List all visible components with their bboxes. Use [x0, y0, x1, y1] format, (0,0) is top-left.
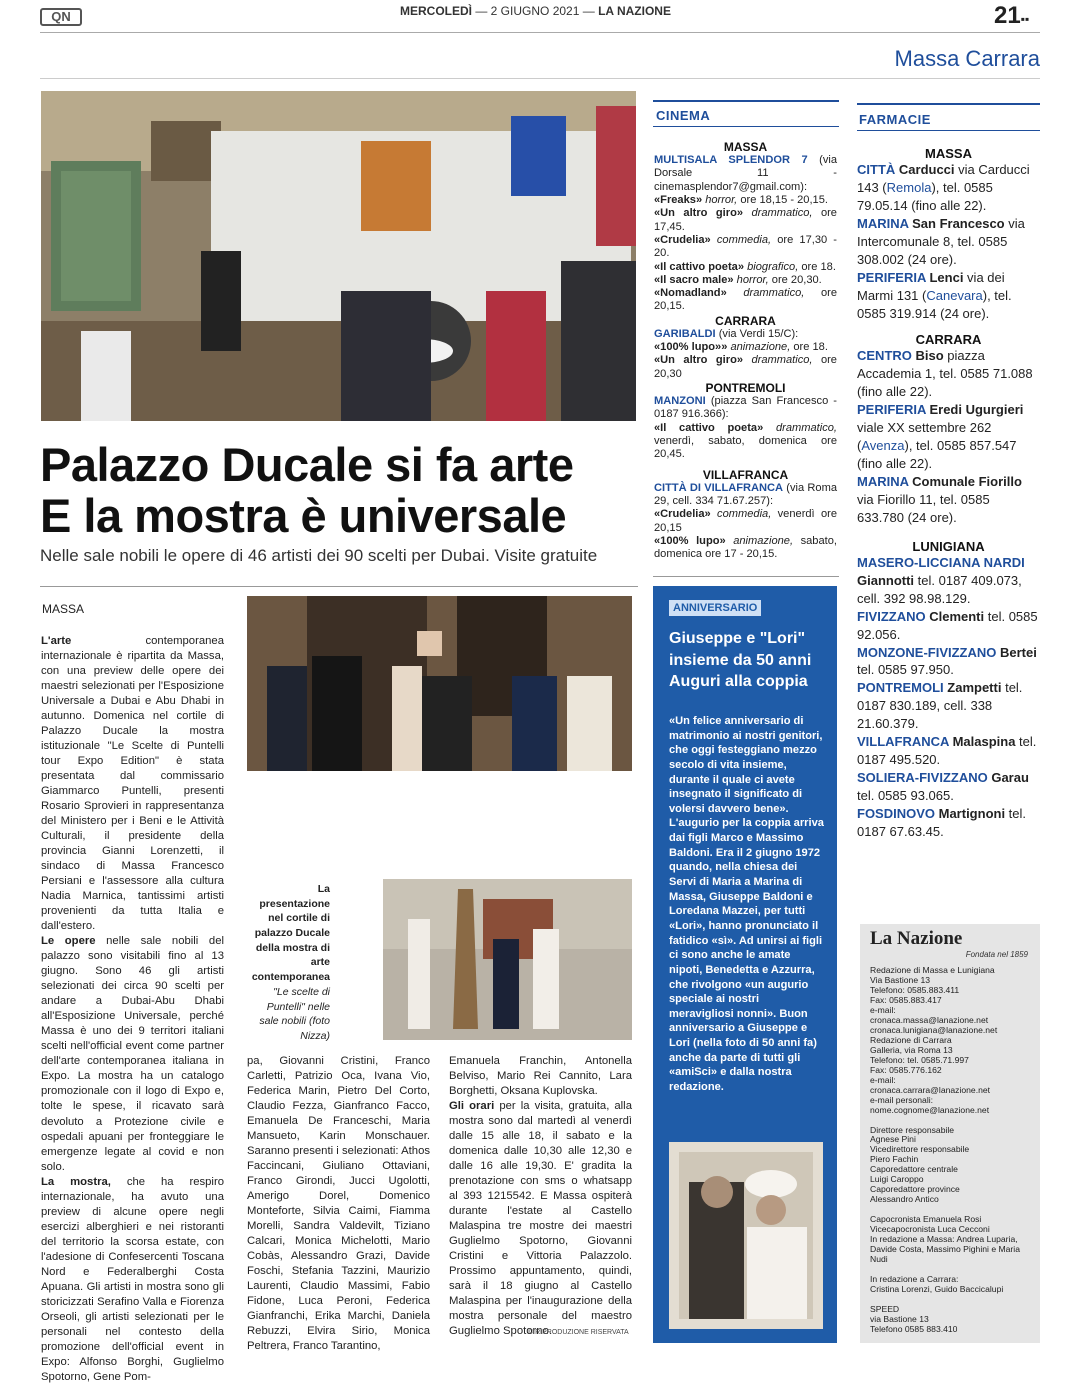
sculpture-photo: [383, 879, 632, 1040]
pharmacy-item: [857, 644, 1040, 680]
pharmacy-item: [857, 401, 1040, 473]
pharmacy-name: Zampetti: [943, 680, 1002, 696]
wedding-photo-art: [669, 1142, 823, 1329]
pharmacy-address: via Intercomunale 8, tel. 0585 308.002 (24 ore).: [857, 215, 1025, 267]
group-photo: [247, 596, 632, 771]
pharmacy-name: Comunale Fiorillo: [908, 474, 1022, 489]
city-massa: MASSA: [723, 140, 768, 154]
pharmacy-item: [857, 215, 1040, 269]
pharmacy-name: Lenci: [925, 269, 964, 285]
pharmacy-address: tel. 0187 495.520.: [857, 734, 1037, 768]
pharmacy-locality: Remola: [886, 179, 932, 195]
film-item: [654, 535, 837, 562]
pharmacy-area: CITTÀ: [857, 162, 896, 177]
city-villafranca: VILLAFRANCA: [702, 467, 789, 482]
exhibition-photo-art: [41, 91, 636, 421]
pharmacy-item: [857, 473, 1040, 527]
film-times: ore 18.: [798, 260, 836, 273]
masthead-founded: Fondata nel 1859: [965, 950, 1028, 959]
article-divider: [40, 586, 638, 587]
pharmacy-item: [857, 269, 1040, 323]
weekday: MERCOLEDÌ: [400, 4, 472, 18]
film-genre: drammatico,: [726, 287, 805, 300]
pharmacy-address: via Fiorillo 11, tel. 0585 633.780 (24 ore).: [857, 491, 990, 525]
film-times: venerdì, sabato, domenica ore 20,45.: [654, 434, 837, 461]
film-title: «Crudelia»: [654, 508, 711, 521]
pharmacy-address: tel. 0585 93.065.: [857, 788, 954, 803]
venue: MULTISALA SPLENDOR 7 (via Dorsale 11 - cinemasplendor7@gmail.com):: [654, 154, 837, 193]
headline-line-2: E la mostra è universale: [40, 488, 567, 542]
venue: GARIBALDI (via Verdi 15/C):: [654, 327, 799, 340]
pharmacy-item: [857, 733, 1040, 769]
film-item: [654, 274, 837, 287]
pharmacy-name: Garau: [987, 770, 1029, 786]
cinema-listings: [654, 140, 837, 561]
pharmacy-item: [857, 347, 1040, 401]
film-title: «Freaks»: [654, 193, 703, 206]
pharmacy-address: piazza Accademia 1, tel. 0585 71.088 (fino alle 22).: [857, 348, 1033, 400]
film-times: venerdì ore 20,15: [654, 508, 837, 534]
film-times: ore 20,30: [654, 354, 837, 380]
film-times: ore 20,30.: [768, 273, 822, 286]
pharmacy-item: [857, 769, 1040, 805]
pharmacy-list: [857, 161, 1040, 322]
cinema-title: CINEMA: [656, 108, 711, 123]
film-times: sabato, domenica ore 17 - 20,15.: [654, 534, 837, 561]
sculpture-photo-art: [383, 879, 632, 1040]
pharmacy-locality: Canevara: [926, 287, 983, 303]
pharmacy-list: [857, 554, 1040, 841]
pharmacy-name: Eredi Ugurgieri: [925, 402, 1024, 418]
pharmacy-area: MASERO-LICCIANA NARDI: [857, 554, 1025, 570]
film-item: [654, 341, 837, 354]
film-item: [654, 422, 837, 462]
pharmacy-item: [857, 161, 1040, 215]
film-list: [654, 194, 837, 314]
pharmacy-name: Biso: [911, 348, 944, 364]
headline-line-1: Palazzo Ducale si fa arte: [40, 438, 574, 491]
city-lunigiana: LUNIGIANA: [912, 538, 985, 554]
film-list: [654, 341, 837, 381]
film-genre: commedia,: [710, 233, 772, 246]
film-genre: commedia,: [710, 508, 772, 521]
headline: [40, 440, 640, 542]
pharmacy-area: VILLAFRANCA: [857, 734, 949, 750]
film-genre: horror,: [702, 193, 738, 206]
film-genre: animazione,: [725, 534, 794, 547]
pharmacy-address: via dei Marmi 131 (: [857, 269, 1005, 303]
film-item: [654, 194, 837, 207]
section-title: Massa Carrara: [894, 46, 1040, 71]
pharmacy-area: PERIFERIA: [857, 269, 926, 285]
pharmacy-name: Martignoni: [935, 805, 1006, 821]
pharmacy-area: PERIFERIA: [857, 402, 926, 418]
film-genre: horror,: [733, 273, 769, 286]
paper-name: LA NAZIONE: [598, 4, 671, 18]
film-title: «Crudelia»: [654, 233, 711, 246]
issue-date: [400, 4, 671, 18]
film-genre: drammatico,: [763, 421, 837, 434]
pharmacy-name: Clementi: [925, 608, 985, 624]
film-times: ore 18.: [790, 341, 828, 354]
date: — 2 GIUGNO 2021 —: [475, 4, 595, 18]
paragraph: Le opere nelle sale nobili del palazzo sono visitabili fino al 13 giugno. Sono 46 gli artisti selezionati dei circa 90 scelti per andare a Dubai-Abu Dhabi all'Esposizione Universale, perché Massa è uno dei 9 territori italiani scelti nell'official event come partner dell'arte contemporanea italiana in Expo. La mostra ha un catalogo promozionale con il logo di Expo e, tolte le spese, il ricavato sarà devoluto a Protezione civile e ospedali apuani per fronteggiare le emergenze legate al covid e non solo.: [41, 935, 224, 1173]
film-title: «Un altro giro»: [654, 354, 744, 367]
city-carrara: CARRARA: [915, 332, 982, 348]
copyright-notice: © RIPRODUZIONE RISERVATA: [528, 1329, 629, 1336]
pharmacy-item: [857, 608, 1040, 644]
paragraph: L'arte contemporanea internazionale è ripartita da Massa, con una preview delle opere dei maestri selezionati per l'Esposizione Universale a Dubai e Abu Dhabi in autunno. Domenica nel cortile di Palazzo Ducale la mostra istituzionale "Le Scelte di Puntelli tour Expo Edition" è stata presentata dal commissario Giammarco Puntelli, presenti Rosario Sprovieri in rappresentanza del Ministero per i Beni e le Attività Culturali, il presidente della provincia Gianni Lorenzetti, il sindaco di Massa Francesco Persiani e l'assessore alla cultura Nadia Marnica, tantissimi artisti provenienti da tutta Italia e dall'estero.: [41, 635, 224, 933]
pharmacy-address: via Carducci 143 (: [857, 162, 1030, 195]
pharmacy-address: tel. 0187 409.073, cell. 392 98.98.129.: [857, 572, 1022, 606]
pharmacy-area: MARINA: [857, 215, 909, 231]
pharmacy-address: tel. 0585 92.056.: [857, 608, 1038, 642]
pharmacy-locality: Avenza: [861, 438, 905, 454]
pharmacy-item: [857, 805, 1040, 841]
wedding-photo: [669, 1142, 823, 1329]
pharmacy-area: FOSDINOVO: [857, 805, 936, 821]
subheadline: Nelle sale nobili le opere di 46 artisti dei 90 scelti per Dubai. Visite gratuite: [40, 546, 598, 565]
anniversary-box: [653, 586, 837, 1343]
city-pontremoli: PONTREMOLI: [705, 381, 786, 395]
film-list: [654, 508, 837, 561]
pharmacy-area: SOLIERA-FIVIZZANO: [857, 770, 988, 786]
pharmacy-list: [857, 347, 1040, 526]
film-item: [654, 207, 837, 234]
section-divider: [40, 78, 1040, 79]
pharmacy-item: [857, 679, 1040, 733]
anniversary-text: «Un felice anniversario di matrimonio ai nostri genitori, che oggi festeggiano mezzo secolo di vita insieme, durante il quale ci avete insegnato il significato di volersi davvero bene». L'augurio per la coppia arriva dai figli Marco e Massimo Baldoni. Era il 2 giugno 1972 quando, nella chiesa dei Servi di Maria a Marina di Massa, Giuseppe Baldoni e Loredana Mazzei, per tutti «Lori», hanno pronunciato il fatidico «sì». Ad unirsi ai figli ci sono anche le amate nipoti, Benedetta e Azzurra, che rivolgono «un augurio speciale ai nostri meravigliosi nonni». Buon anniversario a Giuseppe e Lori (nella foto di 50 anni fa) anche da parte di tutti gli «amiSci» e dalla nostra redazione.: [669, 715, 824, 1094]
pharmacy-address: tel. 0187 830.189, cell. 338 21.60.379.: [857, 680, 1023, 732]
dateline: MASSA: [42, 602, 85, 616]
pharmacy-area: CENTRO: [857, 348, 912, 364]
film-title: «Il cattivo poeta»: [654, 421, 764, 434]
cinema-bottom-rule: [653, 576, 839, 577]
venue: CITTÀ DI VILLAFRANCA (via Roma 29, cell. 334 71.67.257):: [654, 481, 837, 507]
city-massa: MASSA: [925, 146, 972, 161]
paragraph: Emanuela Franchin, Antonella Belviso, Mario Rei Cannito, Lara Borghetti, Oksana Kuplovska.: [449, 1055, 632, 1098]
group-photo-art: [247, 596, 632, 771]
pharmacy-listings: [857, 146, 1040, 841]
film-title: «Il cattivo poeta»: [654, 260, 745, 273]
film-times: ore 17,45.: [654, 207, 837, 233]
paper-logo: QN: [40, 8, 82, 26]
film-genre: animazione,: [727, 341, 791, 354]
pharmacy-title: FARMACIE: [859, 112, 931, 127]
page-number: 21▪▪: [994, 2, 1030, 29]
pharmacy-name: San Francesco: [908, 215, 1005, 231]
film-title: «100% lupo»»: [654, 341, 728, 354]
pharmacy-name: Bertei: [996, 644, 1037, 660]
pharmacy-rule: [857, 103, 1040, 105]
pharmacy-phone: ), tel. 0585 319.914 (24 ore).: [857, 287, 1012, 321]
pharmacy-address: tel. 0585 97.950.: [857, 662, 954, 678]
pharmacy-area: MONZONE-FIVIZZANO: [857, 644, 997, 660]
masthead-logo: La Nazione: [870, 928, 963, 949]
article-column-3: [449, 1054, 632, 1339]
pharmacy-item: [857, 554, 1040, 608]
pharmacy-phone: ), tel. 0585 79.05.14 (fino alle 22).: [857, 179, 993, 213]
masthead-credits: Redazione di Massa e Lunigiana Via Bastione 13 Telefono: 0585.883.411 Fax: 0585.883.417 e-mail: cronaca.massa@lanazione.net cronaca.lunigiana@lanazione.net Redazione di Carrara Galleria, via Roma 13 Telefono: tel. 0585.71.997 Fax: 0585.776.162 e-mail: cronaca.carrara@lanazione.net e-mail personali: nome.cognome@lanazione.net Direttore responsabile Agnese Pini Vicedirettore responsabile Piero Fachin Caporedattore centrale Luigi Caroppo Caporedattore province Alessandro Antico Capocronista Emanuela Rosi Vicecapocronista Luca Cecconi In redazione a Massa: Andrea Luparia, Davide Costa, Massimo Pighini e Maria Nudi In redazione a Carrara: Cristina Lorenzi, Guido Baccicalupi SPEED via Bastione 13 Telefono 0585 883.410: [870, 965, 1020, 1334]
film-list: [654, 422, 837, 462]
film-item: [654, 234, 837, 261]
pharmacy-name: Carducci: [895, 162, 955, 177]
film-title: «Nomadland»: [654, 287, 727, 300]
film-title: «100% lupo»: [654, 534, 726, 547]
photo-caption: La presentazione nel cortile di palazzo Ducale della mostra di arte contemporanea "Le scelte di Puntelli" nelle sale nobili (foto Nizza): [251, 883, 330, 1042]
anniversary-tag: ANNIVERSARIO: [669, 600, 761, 616]
article-column-1: [41, 634, 224, 1385]
pharmacy-address: viale XX settembre 262 (: [857, 420, 992, 454]
exhibition-photo: [41, 91, 636, 421]
film-item: [654, 354, 837, 381]
pharmacy-phone: ), tel. 0585 857.547 (fino alle 22).: [857, 438, 1017, 472]
anniversary-title: Giuseppe e "Lori" insieme da 50 anni Auguri alla coppia: [669, 630, 812, 691]
pharmacy-name: Malaspina: [948, 734, 1016, 750]
header-divider: [40, 32, 1040, 33]
paragraph: pa, Giovanni Cristini, Franco Carletti, Patrizio Oca, Ivana Vio, Federica Marin, Pietro Del Corto, Claudio Fezza, Gianfranco Facco, Emanuela De Franceschi, Maria Mansueto, Karin Monschauer. Saranno presenti i selezionati: Athos Faccincani, Giuliano Ottaviani, Franco Girondi, Jucci Ugolotti, Amerigo Dorel, Domenico Monteforte, Silvia Caimi, Fiamma Morelli, Sandra Valdevilt, Tiziano Calcari, Monica Michelotti, Mario Cobàs, Alessandro Grazi, Davide Foschi, Stefania Tazzini, Maurizio Laurenti, Claudio Massimi, Fabio Fidone, Luca Peroni, Federica Gianfranchi, Erika Marchi, Daniela Rebuzzi, Elvira Sirio, Monica Peltrera, Franco Tarantino,: [247, 1055, 430, 1353]
pharmacy-address: tel. 0187 67.63.45.: [857, 805, 1027, 839]
paragraph: La mostra, che ha respiro internazionale, ha avuto una preview di alcune opere negli esercizi alberghieri e nei ristoranti del territorio la scorsa estate, con l'adesione di Confesercenti Toscana Nord e Federalberghi Costa Apuana. Gli artisti in mostra sono gli storicizzati Serafino Valla e Fiorenza Orseoli, gli artisti selezionati per le personali nel contesto della promozione dell'official event in Expo: Alfonso Borghi, Guglielmo Spotorno, Gene Pom-: [41, 1175, 224, 1383]
venue: MANZONI (piazza San Francesco - 0187 916.366):: [654, 395, 837, 421]
pharmacy-area: MARINA: [857, 474, 909, 489]
film-genre: drammatico,: [743, 354, 813, 367]
film-item: [654, 261, 837, 274]
pharmacy-name: Giannotti: [857, 572, 915, 588]
cinema-rule: [653, 100, 839, 102]
paragraph: Gli orari per la visita, gratuita, alla mostra sono dal martedì al venerdì dalle 15 alle 18, il sabato e la domenica dalle 10,30 alle 12,30 e dalle 16 alle 19,30. E' gradita la prenotazione con sms o whatsapp al 393 1215542. E Massa ospiterà durante l'estate al Castello Malaspina tre mostre dei maestri Guglielmo Spotorno, Giovanni Cristini e Vittoria Palazzolo. Prossimo appuntamento, quindi, sarà il 18 giugno al Castello Malaspina per l'inaugurazione della mostra personale del maestro Guglielmo Spotorno.: [449, 1100, 632, 1338]
film-title: «Un altro giro»: [654, 207, 744, 220]
film-genre: biografico,: [744, 260, 799, 273]
pharmacy-area: PONTREMOLI: [857, 680, 944, 696]
city-carrara: CARRARA: [715, 313, 776, 328]
film-times: ore 17,30 - 20.: [654, 233, 837, 260]
film-times: ore 20,15.: [654, 287, 837, 313]
film-title: «Il sacro male»: [654, 273, 734, 286]
film-genre: drammatico,: [743, 207, 813, 220]
masthead-box: [860, 924, 1040, 1343]
film-item: [654, 287, 837, 314]
pharmacy-area: FIVIZZANO: [857, 608, 926, 624]
film-times: ore 18,15 - 20,15.: [737, 193, 828, 206]
article-column-2: [247, 1054, 430, 1354]
film-item: [654, 508, 837, 535]
